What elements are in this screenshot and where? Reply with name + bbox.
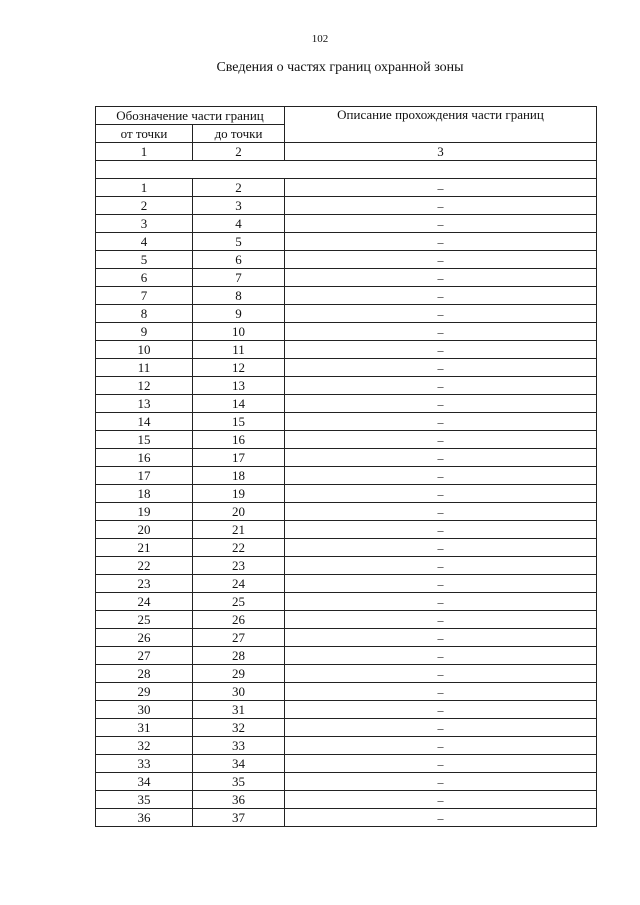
description-cell: – <box>285 215 597 233</box>
table-row <box>96 413 597 431</box>
page-number: 102 <box>311 33 329 45</box>
to-point-cell: 3 <box>193 197 285 215</box>
table-row <box>96 341 597 359</box>
description-cell: – <box>285 539 597 557</box>
table-row <box>96 323 597 341</box>
from-point-cell: 3 <box>96 215 193 233</box>
from-point-cell: 24 <box>96 593 193 611</box>
boundary-parts-table <box>95 106 597 827</box>
from-point-cell: 25 <box>96 611 193 629</box>
to-point-cell: 32 <box>193 719 285 737</box>
description-cell: – <box>285 647 597 665</box>
from-point-cell: 23 <box>96 575 193 593</box>
table-row <box>96 773 597 791</box>
description-cell: – <box>285 467 597 485</box>
to-point-cell: 17 <box>193 449 285 467</box>
table-row <box>96 629 597 647</box>
to-point-cell: 22 <box>193 539 285 557</box>
from-point-cell: 6 <box>96 269 193 287</box>
to-point-cell: 4 <box>193 215 285 233</box>
from-point-cell: 17 <box>96 467 193 485</box>
description-cell: – <box>285 755 597 773</box>
description-cell: – <box>285 557 597 575</box>
header-to-point: до точки <box>193 125 285 143</box>
page-title: Сведения о частях границ охранной зоны <box>216 60 464 75</box>
to-point-cell: 18 <box>193 467 285 485</box>
table-row <box>96 269 597 287</box>
description-cell: – <box>285 503 597 521</box>
to-point-cell: 29 <box>193 665 285 683</box>
column-number-3: 3 <box>285 143 597 161</box>
description-cell: – <box>285 269 597 287</box>
to-point-cell: 31 <box>193 701 285 719</box>
description-cell: – <box>285 575 597 593</box>
to-point-cell: 9 <box>193 305 285 323</box>
from-point-cell: 21 <box>96 539 193 557</box>
column-number-2: 2 <box>193 143 285 161</box>
to-point-cell: 5 <box>193 233 285 251</box>
table-header <box>96 107 597 179</box>
from-point-cell: 30 <box>96 701 193 719</box>
description-cell: – <box>285 737 597 755</box>
to-point-cell: 33 <box>193 737 285 755</box>
from-point-cell: 12 <box>96 377 193 395</box>
from-point-cell: 4 <box>96 233 193 251</box>
from-point-cell: 28 <box>96 665 193 683</box>
to-point-cell: 12 <box>193 359 285 377</box>
empty-row <box>96 161 597 179</box>
table-row <box>96 575 597 593</box>
table-row <box>96 287 597 305</box>
table-row <box>96 611 597 629</box>
table-row <box>96 485 597 503</box>
description-cell: – <box>285 629 597 647</box>
from-point-cell: 15 <box>96 431 193 449</box>
to-point-cell: 28 <box>193 647 285 665</box>
to-point-cell: 24 <box>193 575 285 593</box>
from-point-cell: 14 <box>96 413 193 431</box>
to-point-cell: 34 <box>193 755 285 773</box>
from-point-cell: 5 <box>96 251 193 269</box>
description-cell: – <box>285 449 597 467</box>
to-point-cell: 15 <box>193 413 285 431</box>
table-row <box>96 647 597 665</box>
description-cell: – <box>285 377 597 395</box>
to-point-cell: 7 <box>193 269 285 287</box>
to-point-cell: 19 <box>193 485 285 503</box>
from-point-cell: 18 <box>96 485 193 503</box>
description-cell: – <box>285 323 597 341</box>
table-row <box>96 305 597 323</box>
from-point-cell: 22 <box>96 557 193 575</box>
from-point-cell: 19 <box>96 503 193 521</box>
from-point-cell: 29 <box>96 683 193 701</box>
table-row <box>96 719 597 737</box>
description-cell: – <box>285 413 597 431</box>
table-row <box>96 503 597 521</box>
table-row <box>96 755 597 773</box>
description-cell: – <box>285 305 597 323</box>
description-cell: – <box>285 665 597 683</box>
from-point-cell: 34 <box>96 773 193 791</box>
table-row <box>96 377 597 395</box>
from-point-cell: 1 <box>96 179 193 197</box>
description-cell: – <box>285 809 597 827</box>
to-point-cell: 14 <box>193 395 285 413</box>
description-cell: – <box>285 233 597 251</box>
description-cell: – <box>285 395 597 413</box>
table-row <box>96 215 597 233</box>
to-point-cell: 21 <box>193 521 285 539</box>
from-point-cell: 35 <box>96 791 193 809</box>
from-point-cell: 13 <box>96 395 193 413</box>
to-point-cell: 36 <box>193 791 285 809</box>
to-point-cell: 11 <box>193 341 285 359</box>
table-row <box>96 701 597 719</box>
table-row <box>96 737 597 755</box>
from-point-cell: 9 <box>96 323 193 341</box>
from-point-cell: 36 <box>96 809 193 827</box>
table-row <box>96 197 597 215</box>
from-point-cell: 26 <box>96 629 193 647</box>
to-point-cell: 20 <box>193 503 285 521</box>
to-point-cell: 6 <box>193 251 285 269</box>
table-row <box>96 359 597 377</box>
to-point-cell: 30 <box>193 683 285 701</box>
from-point-cell: 7 <box>96 287 193 305</box>
to-point-cell: 8 <box>193 287 285 305</box>
from-point-cell: 31 <box>96 719 193 737</box>
to-point-cell: 26 <box>193 611 285 629</box>
description-cell: – <box>285 287 597 305</box>
description-cell: – <box>285 791 597 809</box>
table-row <box>96 521 597 539</box>
description-cell: – <box>285 683 597 701</box>
description-cell: – <box>285 179 597 197</box>
from-point-cell: 20 <box>96 521 193 539</box>
table-row <box>96 557 597 575</box>
table-row <box>96 179 597 197</box>
to-point-cell: 23 <box>193 557 285 575</box>
header-boundary-designation: Обозначение части границ <box>96 107 285 125</box>
table-row <box>96 539 597 557</box>
to-point-cell: 37 <box>193 809 285 827</box>
to-point-cell: 35 <box>193 773 285 791</box>
table-row <box>96 251 597 269</box>
table-row <box>96 431 597 449</box>
description-cell: – <box>285 431 597 449</box>
from-point-cell: 16 <box>96 449 193 467</box>
table-row <box>96 395 597 413</box>
description-cell: – <box>285 485 597 503</box>
description-cell: – <box>285 197 597 215</box>
table-row <box>96 683 597 701</box>
description-cell: – <box>285 251 597 269</box>
description-cell: – <box>285 611 597 629</box>
from-point-cell: 27 <box>96 647 193 665</box>
table-body <box>96 179 597 827</box>
from-point-cell: 32 <box>96 737 193 755</box>
table-row <box>96 449 597 467</box>
table-row <box>96 665 597 683</box>
description-cell: – <box>285 359 597 377</box>
table-row <box>96 467 597 485</box>
from-point-cell: 2 <box>96 197 193 215</box>
to-point-cell: 13 <box>193 377 285 395</box>
description-cell: – <box>285 719 597 737</box>
to-point-cell: 2 <box>193 179 285 197</box>
description-cell: – <box>285 701 597 719</box>
to-point-cell: 27 <box>193 629 285 647</box>
table-row <box>96 809 597 827</box>
column-number-1: 1 <box>96 143 193 161</box>
to-point-cell: 16 <box>193 431 285 449</box>
description-cell: – <box>285 593 597 611</box>
from-point-cell: 8 <box>96 305 193 323</box>
header-description: Описание прохождения части границ <box>285 107 597 143</box>
table-row <box>96 791 597 809</box>
to-point-cell: 10 <box>193 323 285 341</box>
description-cell: – <box>285 773 597 791</box>
description-cell: – <box>285 521 597 539</box>
header-from-point: от точки <box>96 125 193 143</box>
from-point-cell: 10 <box>96 341 193 359</box>
table-row <box>96 593 597 611</box>
from-point-cell: 33 <box>96 755 193 773</box>
table-row <box>96 233 597 251</box>
from-point-cell: 11 <box>96 359 193 377</box>
to-point-cell: 25 <box>193 593 285 611</box>
description-cell: – <box>285 341 597 359</box>
